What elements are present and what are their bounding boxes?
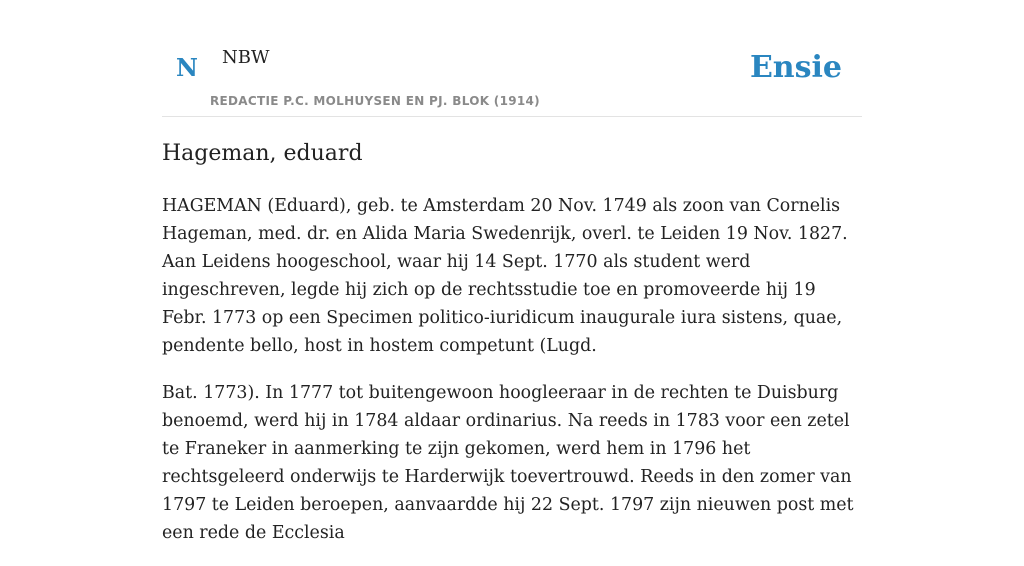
source-header: [162, 0, 862, 117]
source-subtitle: REDACTIE P.C. MOLHUYSEN EN PJ. BLOK (1914): [210, 94, 540, 108]
article-title: Hageman, eduard: [162, 141, 363, 166]
source-name-link[interactable]: NBW: [222, 47, 270, 68]
brand-logo[interactable]: Ensie: [749, 50, 842, 85]
article-paragraph: HAGEMAN (Eduard), geb. te Amsterdam 20 Nov. 1749 als zoon van Cornelis Hageman, med. dr. en Alida Maria Swedenrijk, overl. te Leiden 19 Nov. 1827. Aan Leidens hoogeschool, waar hij 14 Sept. 1770 als student werd ingeschreven, legde hij zich op de rechtsstudie toe en promoveerde hij 19 Febr. 1773 op een Specimen politico-iuridicum inaugurale iura sistens, quae, pendente bello, host in hostem competunt (Lugd.: [162, 196, 848, 356]
article-body: [162, 192, 862, 566]
source-logo[interactable]: N: [176, 53, 198, 82]
article-paragraph: Bat. 1773). In 1777 tot buitengewoon hoogleeraar in de rechten te Duisburg benoemd, werd hij in 1784 aldaar ordinarius. Na reeds in 1783 voor een zetel te Franeker in aanmerking te zijn gekomen, werd hem in 1796 het rechtsgeleerd onderwijs te Harderwijk toevertrouwd. Reeds in den zomer van 1797 te Leiden beroepen, aanvaardde hij 22 Sept. 1797 zijn nieuwen post met een rede de Ecclesia: [162, 383, 854, 543]
